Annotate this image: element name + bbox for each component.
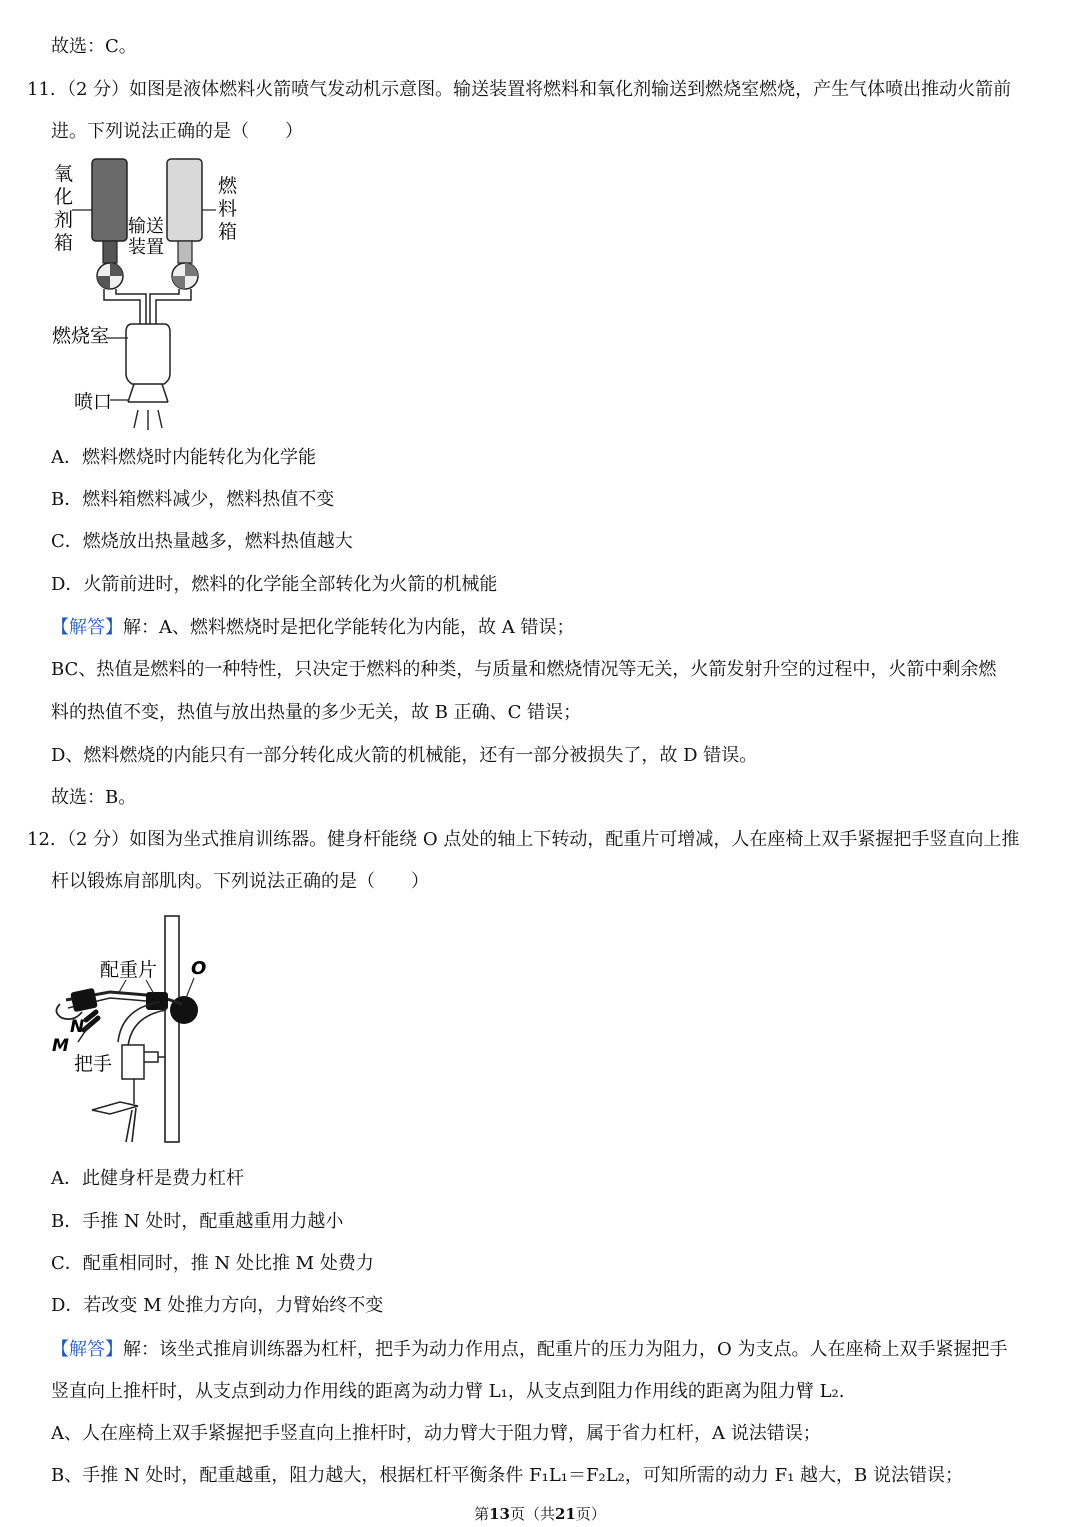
pump-right — [172, 263, 198, 289]
q12-stem-line2: 杆以锻炼肩部肌肉。下列说法正确的是（ ） — [51, 871, 429, 892]
n-label: N — [70, 1017, 85, 1037]
q12-option-b: B．手推 N 处时，配重越重用力越小 — [51, 1211, 344, 1232]
m-label: M — [52, 1036, 69, 1056]
oxidizer-tank — [92, 159, 127, 241]
prev-final-answer: 故选：C。 — [51, 36, 137, 57]
pump-label-1: 输送 — [128, 216, 164, 237]
q11-final-answer: 故选：B。 — [51, 787, 137, 808]
weight-plate-right — [146, 992, 168, 1010]
weight-plate-left — [70, 988, 98, 1013]
fuel-label-1: 燃 — [218, 175, 238, 197]
fuel-tank — [167, 159, 202, 241]
footer-prefix: 第 — [474, 1505, 490, 1523]
q11-stem-line2: 进。下列说法正确的是（ ） — [51, 121, 303, 142]
oxidizer-label-3: 剂 — [54, 209, 74, 231]
footer-suffix: 页） — [575, 1505, 606, 1523]
footer-page-number: 13 — [489, 1505, 510, 1523]
q11-option-b: B．燃料箱燃料减少，燃料热值不变 — [51, 489, 335, 510]
q11-answer-tag: 【解答】 — [51, 617, 123, 638]
q12-option-c: C．配重相同时，推 N 处比推 M 处费力 — [51, 1253, 374, 1274]
page-footer — [0, 1504, 1080, 1524]
q11-answer-text1: 解：A、燃料燃烧时是把化学能转化为内能，故 A 错误； — [123, 617, 575, 638]
pivot-label: O — [191, 958, 207, 979]
vertical-post — [165, 916, 179, 1142]
q12-answer-line2: 竖直向上推杆时，从支点到动力作用线的距离为动力臂 L₁，从支点到阻力作用线的距离为阻力臂 L₂. — [51, 1381, 845, 1402]
fuel-label-2: 料 — [218, 198, 238, 220]
shoulder-press-figure — [48, 912, 218, 1147]
q11-number: 11. — [27, 79, 56, 100]
q11-stem-line1: （2 分）如图是液体燃料火箭喷气发动机示意图。输送装置将燃料和氧化剂输送到燃烧室燃烧，产生气体喷出推动火箭前 — [58, 79, 1012, 100]
seat-back — [122, 1045, 144, 1079]
q11-option-c: C．燃烧放出热量越多，燃料热值越大 — [51, 531, 353, 552]
q11-answer-line2: BC、热值是燃料的一种特性，只决定于燃料的种类，与质量和燃烧情况等无关，火箭发射升空的过程中，火箭中剩余燃 — [51, 659, 997, 680]
q12-number: 12. — [27, 829, 56, 850]
weight-label: 配重片 — [100, 959, 158, 981]
q11-option-d: D．火箭前进时，燃料的化学能全部转化为火箭的机械能 — [51, 574, 498, 595]
pump-label-2: 装置 — [128, 237, 164, 258]
q12-option-d: D．若改变 M 处推力方向，力臂始终不变 — [51, 1295, 384, 1316]
combustion-chamber — [126, 324, 170, 384]
q11-answer-line4: D、燃料燃烧的内能只有一部分转化成火箭的机械能，还有一部分被损失了，故 D 错误。 — [51, 745, 758, 766]
handle-grip — [84, 1012, 98, 1030]
q11-answer-line3: 料的热值不变，热值与放出热量的多少无关，故 B 正确、C 错误； — [51, 702, 582, 723]
nozzle — [128, 384, 168, 402]
pump-left — [97, 263, 123, 289]
nozzle-label: 喷口 — [74, 391, 113, 413]
q11-answer-line1 — [51, 615, 574, 641]
q12-answer-line1 — [51, 1337, 1007, 1363]
handle-label: 把手 — [74, 1053, 113, 1075]
footer-total-pages: 21 — [555, 1505, 576, 1523]
q12-answer-tag: 【解答】 — [51, 1339, 123, 1360]
q12-answer-line4: B、手推 N 处时，配重越重，阻力越大，根据杠杆平衡条件 F₁L₁＝F₂L₂，可知所需的动力 F₁ 越大，B 说法错误； — [51, 1465, 963, 1486]
q12-answer-line3: A、人在座椅上双手紧握把手竖直向上推杆时，动力臂大于阻力臂，属于省力杠杆，A 说法错误； — [51, 1423, 821, 1444]
fuel-label-3: 箱 — [218, 221, 238, 243]
footer-middle: 页（共 — [509, 1505, 555, 1523]
q11-option-a: A．燃料燃烧时内能转化为化学能 — [51, 447, 316, 468]
q12-option-a: A．此健身杆是费力杠杆 — [51, 1168, 244, 1189]
oxidizer-label-2: 化 — [54, 186, 74, 208]
chamber-label: 燃烧室 — [52, 325, 110, 347]
oxidizer-label-1: 氧 — [54, 163, 74, 185]
q12-stem-line1: （2 分）如图为坐式推肩训练器。健身杆能绕 O 点处的轴上下转动，配重片可增减，人在座椅上双手紧握把手竖直向上推 — [58, 829, 1020, 850]
oxidizer-label-4: 箱 — [54, 232, 74, 254]
rocket-engine-figure — [48, 152, 248, 437]
q12-answer-text1: 解：该坐式推肩训练器为杠杆，把手为动力作用点，配重片的压力为阻力，O 为支点。人在座椅上双手紧握把手 — [123, 1339, 1008, 1360]
